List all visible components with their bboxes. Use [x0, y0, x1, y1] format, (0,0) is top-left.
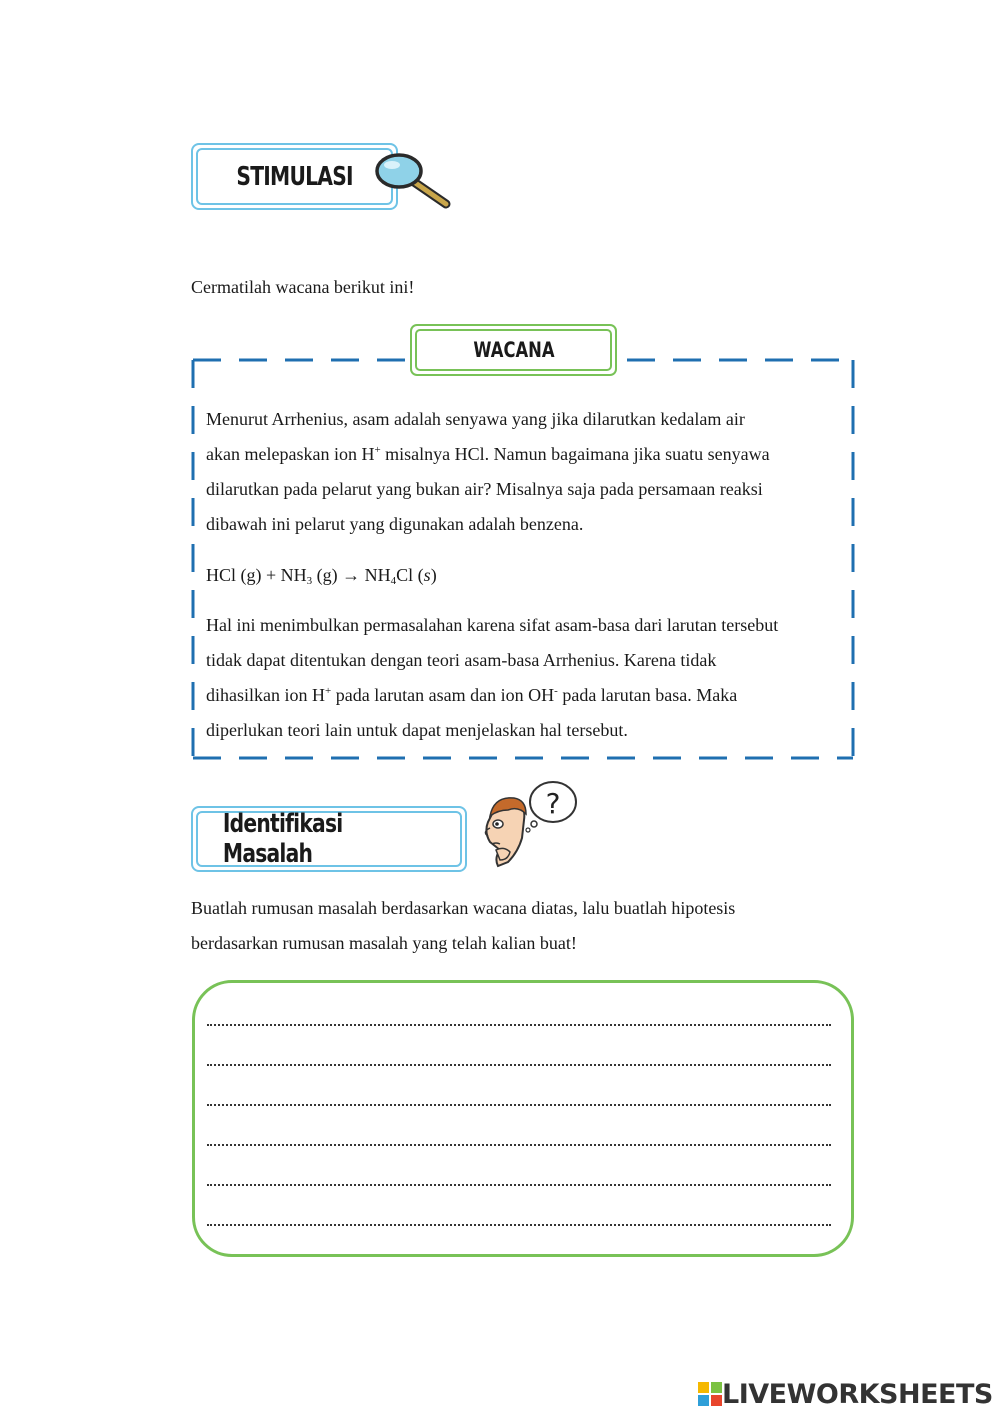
p2-line-4: diperlukan teori lain untuk dapat menjelaskan hal tersebut.	[206, 720, 628, 740]
p1-line-4: dibawah ini pelarut yang digunakan adalah benzena.	[206, 514, 584, 534]
wacana-paragraph-1	[206, 402, 840, 542]
p2-line-3-b: pada larutan asam dan ion OH	[331, 685, 555, 705]
p1-line-3: dilarutkan pada pelarut yang bukan air? Misalnya saja pada persamaan reaksi	[206, 479, 763, 499]
eq-part-4: )	[430, 565, 437, 585]
wacana-heading	[410, 324, 617, 376]
answer-line[interactable]	[207, 1064, 831, 1066]
h-plus-superscript-2: +	[325, 685, 332, 697]
answer-line[interactable]	[207, 1144, 831, 1146]
stimulasi-title: STIMULASI	[236, 161, 353, 192]
eq-part-3: Cl (	[396, 565, 424, 585]
identifikasi-heading	[191, 806, 467, 872]
p1-line-2-b: misalnya HCl. Namun bagaimana jika suatu senyawa	[380, 444, 770, 464]
answer-line[interactable]	[207, 1024, 831, 1026]
eq-sub-1: 3	[306, 575, 313, 587]
p2-line-1: Hal ini menimbulkan permasalahan karena sifat asam-basa dari larutan tersebut	[206, 615, 779, 635]
p2-line-2: tidak dapat ditentukan dengan teori asam-basa Arrhenius. Karena tidak	[206, 650, 717, 670]
instruction-line-1: Buatlah rumusan masalah berdasarkan wacana diatas, lalu buatlah hipotesis	[191, 898, 736, 918]
eq-sub-2: 4	[390, 575, 397, 587]
liveworksheets-logo	[698, 1378, 993, 1410]
answer-area[interactable]	[192, 980, 854, 1257]
eq-state: s	[423, 565, 431, 585]
p2-line-3-a: dihasilkan ion H	[206, 685, 325, 705]
wacana-paragraph-2	[206, 608, 840, 748]
answer-line[interactable]	[207, 1104, 831, 1106]
instruction-text	[191, 891, 855, 961]
answer-line[interactable]	[207, 1184, 831, 1186]
intro-text: Cermatilah wacana berikut ini!	[191, 277, 415, 297]
wacana-title: WACANA	[472, 338, 555, 362]
eq-part-1: HCl (g) + NH	[206, 565, 307, 585]
p2-line-3-c: pada larutan basa. Maka	[557, 685, 738, 705]
h-plus-superscript: +	[374, 444, 381, 456]
instruction-line-2: berdasarkan rumusan masalah yang telah kalian buat!	[191, 933, 577, 953]
p1-line-2-a: akan melepaskan ion H	[206, 444, 375, 464]
eq-part-2: (g) → NH	[312, 565, 391, 585]
identifikasi-title: Identifikasi Masalah	[222, 809, 343, 869]
magnifier-icon	[372, 150, 454, 212]
logo-icon	[698, 1382, 722, 1406]
reaction-equation	[206, 562, 437, 588]
stimulasi-heading	[191, 143, 398, 210]
question-mark: ?	[545, 787, 561, 820]
p1-line-2	[206, 437, 840, 472]
answer-line[interactable]	[207, 1224, 831, 1226]
oh-minus-superscript: -	[554, 685, 558, 697]
thinking-person-icon	[478, 780, 580, 874]
p2-line-3	[206, 678, 840, 713]
brand-text: LIVEWORKSHEETS	[722, 1378, 993, 1410]
p1-line-1: Menurut Arrhenius, asam adalah senyawa yang jika dilarutkan kedalam air	[206, 409, 745, 429]
